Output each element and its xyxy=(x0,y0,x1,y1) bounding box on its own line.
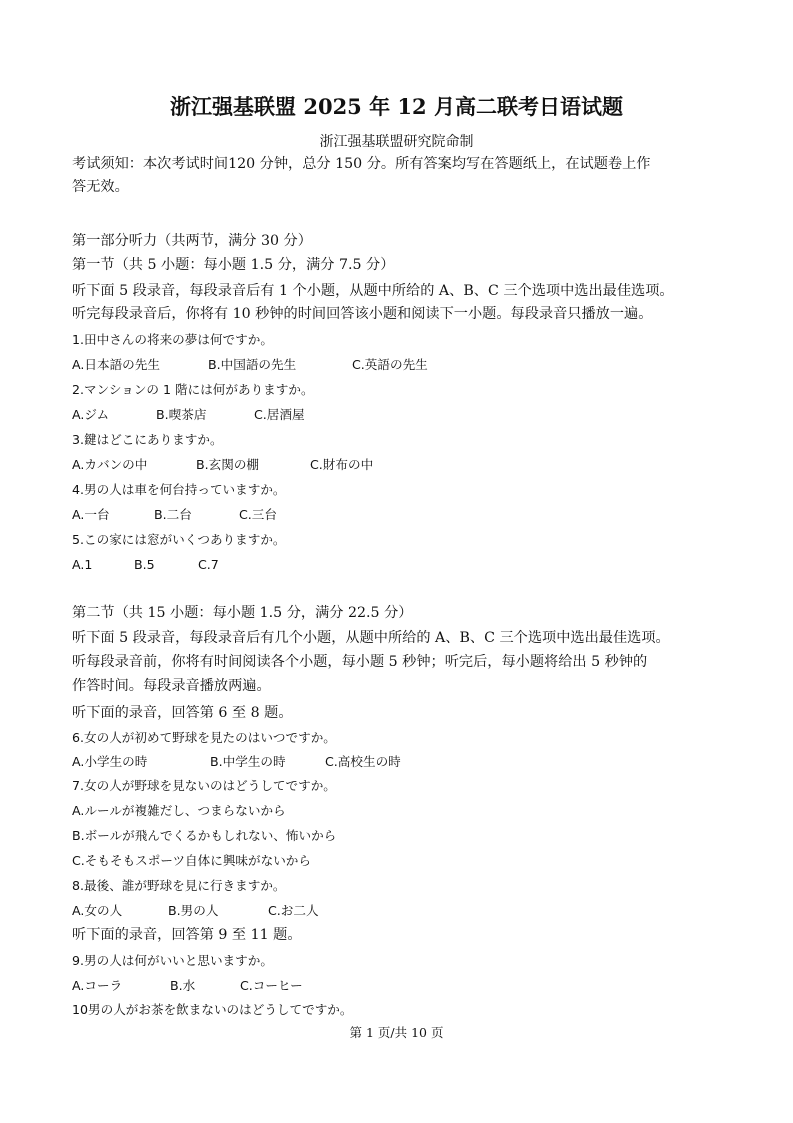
page-subtitle: 浙江强基联盟研究院命制 xyxy=(319,134,474,150)
option: B.ボールが飛んでくるかもしれない、怖いから xyxy=(72,828,337,843)
section1-instruction: 听完每段录音后，你将有 10 秒钟的时间回答该小题和阅读下一小题。每段录音只播放一遍。 xyxy=(72,306,653,322)
option: A.ジム xyxy=(72,407,110,422)
option: B.5 xyxy=(134,557,155,572)
section1-instruction: 听下面 5 段录音，每段录音后有 1 个小题，从题中所给的 A、B、C 三个选项中选出最佳选项。 xyxy=(72,283,674,299)
section1-heading: 第一节（共 5 小题：每小题 1.5 分，满分 7.5 分） xyxy=(72,257,395,273)
option: A.日本語の先生 xyxy=(72,357,160,372)
option: A.小学生の時 xyxy=(72,754,148,769)
question-stem: 8.最後、誰が野球を見に行きますか。 xyxy=(72,878,286,893)
page-title: 浙江强基联盟 2025 年 12 月高二联考日语试题 xyxy=(170,94,623,119)
section2-instruction: 听下面 5 段录音，每段录音后有几个小题，从题中所给的 A、B、C 三个选项中选出最佳选项。 xyxy=(72,630,670,646)
option: C.お二人 xyxy=(268,903,319,918)
option: A.1 xyxy=(72,557,93,572)
page-footer: 第 1 页/共 10 页 xyxy=(349,1025,444,1040)
option: B.中国語の先生 xyxy=(208,357,297,372)
option: C.高校生の時 xyxy=(325,754,401,769)
question-stem: 1.田中さんの将来の夢は何ですか。 xyxy=(72,332,273,347)
option: C.そもそもスポーツ自体に興味がないから xyxy=(72,853,311,868)
question-stem: 5.この家には窓がいくつありますか。 xyxy=(72,532,286,547)
question-stem: 9.男の人は何がいいと思いますか。 xyxy=(72,953,273,968)
question-options xyxy=(72,902,722,920)
option: C.三台 xyxy=(239,507,277,522)
option: C.英語の先生 xyxy=(352,357,428,372)
option: B.水 xyxy=(170,978,196,993)
option: B.中学生の時 xyxy=(210,754,286,769)
option: B.二台 xyxy=(154,507,192,522)
part1-heading: 第一部分听力（共两节，满分 30 分） xyxy=(72,233,312,249)
group-prompt: 听下面的录音，回答第 9 至 11 题。 xyxy=(72,927,302,943)
section2-heading: 第二节（共 15 小题：每小题 1.5 分，满分 22.5 分） xyxy=(72,605,413,621)
option: C.居酒屋 xyxy=(254,407,305,422)
notice-line: 考试须知：本次考试时间120 分钟，总分 150 分。所有答案均写在答题纸上，在试题卷上作 xyxy=(72,156,651,172)
option: A.一台 xyxy=(72,507,110,522)
question-stem: 3.鍵はどこにありますか。 xyxy=(72,432,223,447)
option: C.7 xyxy=(198,557,219,572)
section2-instruction: 听每段录音前，你将有时间阅读各个小题，每小题 5 秒钟；听完后，每小题将给出 5 秒钟的 xyxy=(72,654,648,670)
option: B.男の人 xyxy=(168,903,219,918)
question-options xyxy=(72,356,722,374)
question-options xyxy=(72,977,722,995)
question-options xyxy=(72,506,722,524)
option: C.コーヒー xyxy=(240,978,303,993)
question-stem: 7.女の人が野球を見ないのはどうしてですか。 xyxy=(72,778,336,793)
notice-line: 答无效。 xyxy=(72,179,129,195)
question-stem: 4.男の人は車を何台持っていますか。 xyxy=(72,482,286,497)
group-prompt: 听下面的录音，回答第 6 至 8 题。 xyxy=(72,705,293,721)
question-options xyxy=(72,753,722,771)
question-stem: 10男の人がお茶を飲まないのはどうしてですか。 xyxy=(72,1002,353,1017)
option: A.カバンの中 xyxy=(72,457,148,472)
section2-instruction: 作答时间。每段录音播放两遍。 xyxy=(72,678,271,694)
option: B.喫茶店 xyxy=(156,407,207,422)
question-stem: 6.女の人が初めて野球を見たのはいつですか。 xyxy=(72,730,336,745)
question-options xyxy=(72,556,722,574)
option: B.玄関の棚 xyxy=(196,457,260,472)
question-options xyxy=(72,456,722,474)
option: C.財布の中 xyxy=(310,457,374,472)
option: A.コーラ xyxy=(72,978,123,993)
question-stem: 2.マンションの 1 階には何がありますか。 xyxy=(72,382,314,397)
option: A.ルールが複雑だし、つまらないから xyxy=(72,803,286,818)
question-options xyxy=(72,406,722,424)
option: A.女の人 xyxy=(72,903,123,918)
